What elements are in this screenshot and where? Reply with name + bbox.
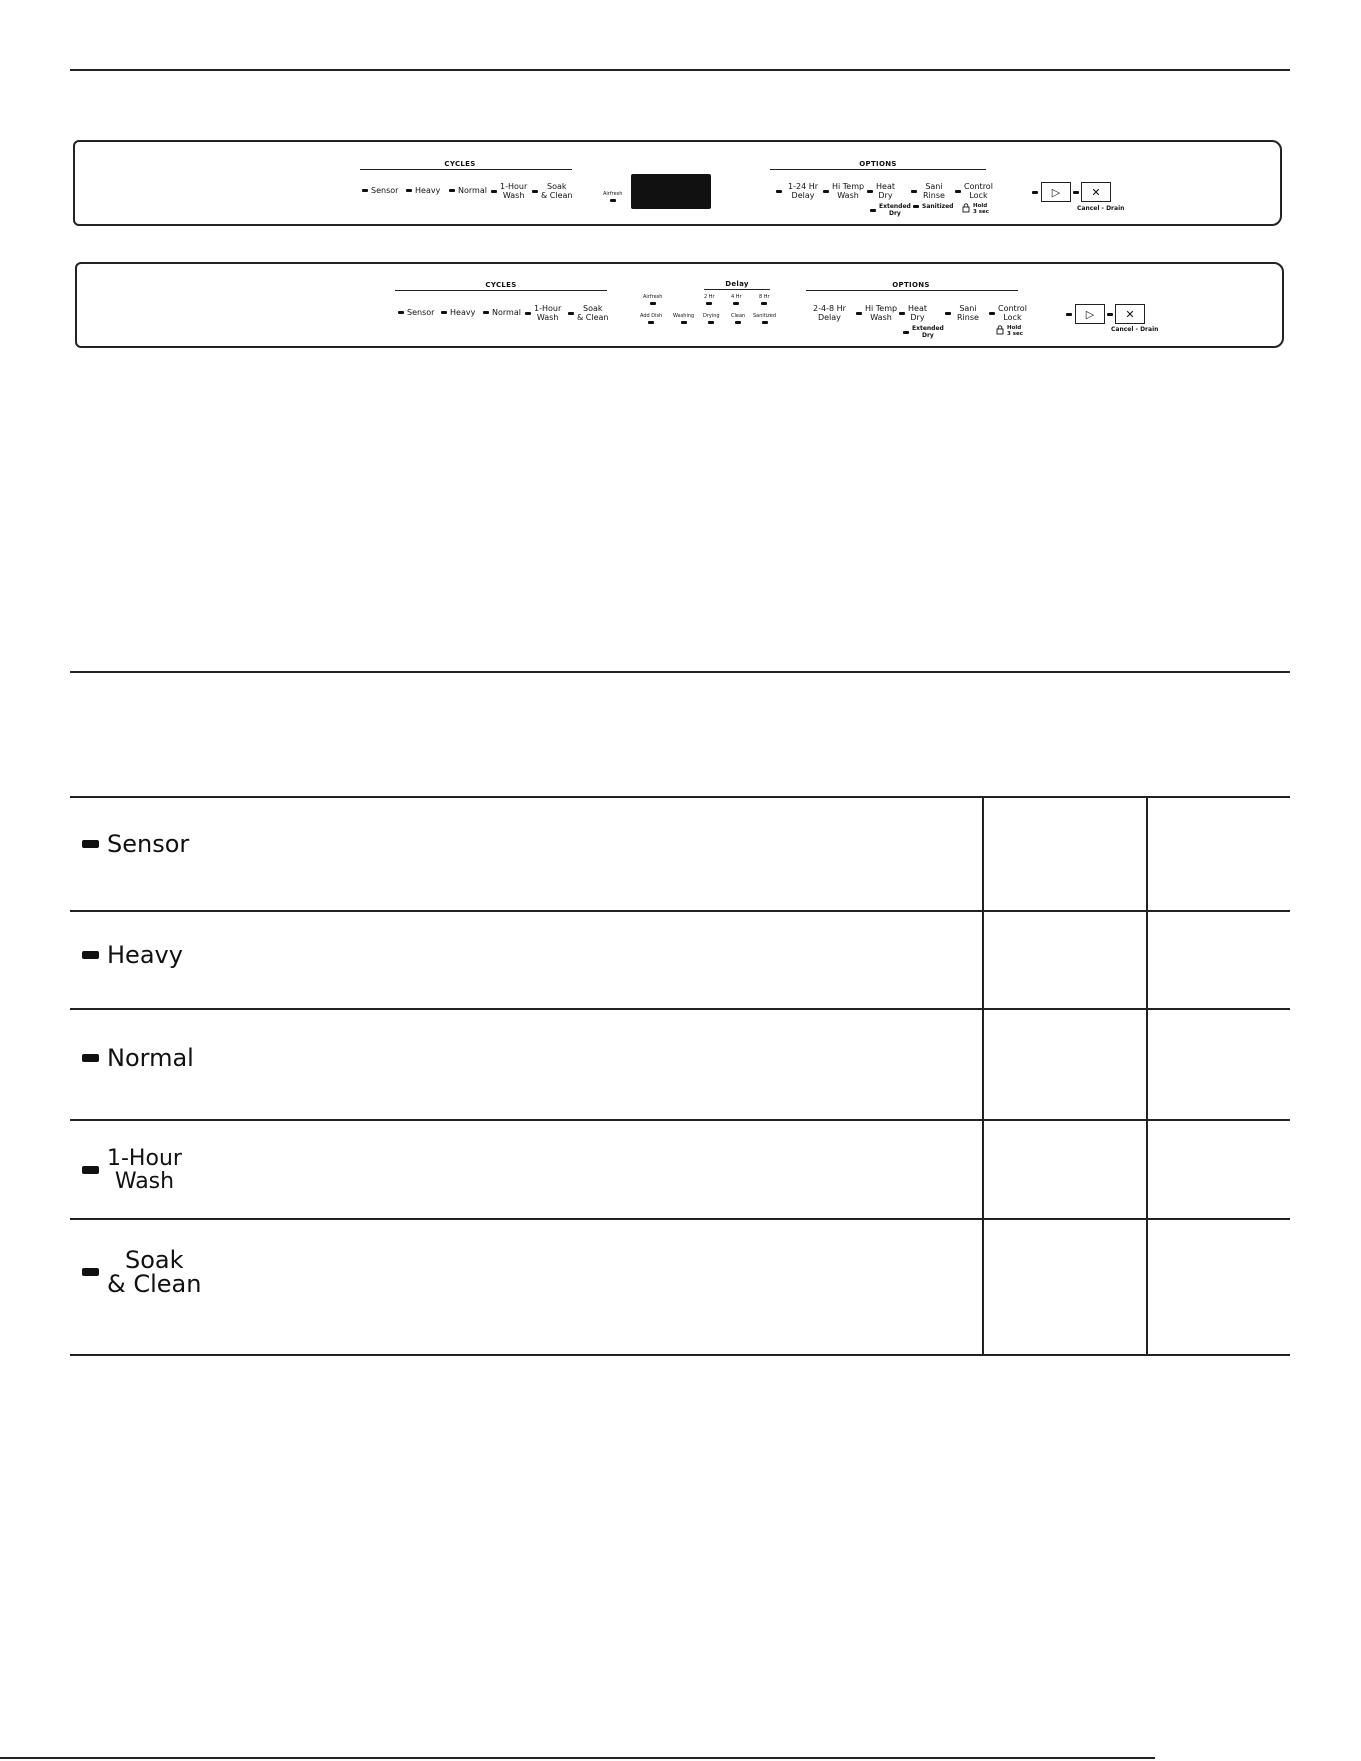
option-button-hi-temp-wash[interactable] xyxy=(823,182,864,200)
cycle-table xyxy=(70,796,1290,1360)
close-icon: ✕ xyxy=(1091,185,1101,199)
cancel-button[interactable] xyxy=(1115,304,1145,324)
status-label: Add Dish xyxy=(640,313,663,319)
sanitized-led xyxy=(913,205,919,208)
cycle-name: Soak & Clean xyxy=(107,1246,202,1298)
option-led xyxy=(945,312,951,315)
cycle-button-soak-clean[interactable] xyxy=(568,304,608,322)
cycle-label: Soak & Clean xyxy=(541,182,573,200)
sanitized-label: Sanitized xyxy=(922,203,954,210)
delay-underline xyxy=(704,289,770,290)
cancel-drain-label: Cancel - Drain xyxy=(1111,326,1159,333)
cycle-button-soak-clean[interactable] xyxy=(532,182,572,200)
cycle-label: Heavy xyxy=(415,186,441,195)
delay-2hr-indicator xyxy=(704,294,715,307)
cycles-title: CYCLES xyxy=(485,281,517,289)
cycle-led xyxy=(362,189,368,192)
option-button-heat-dry[interactable] xyxy=(899,304,927,322)
cycle-cell xyxy=(82,943,183,967)
delay-label: 2 Hr xyxy=(704,294,715,300)
cycle-button-normal[interactable] xyxy=(483,308,521,317)
hold-indicator xyxy=(962,203,989,215)
lock-icon xyxy=(962,203,970,213)
option-led xyxy=(823,190,829,193)
option-button-delay[interactable] xyxy=(813,304,846,322)
status-led xyxy=(735,321,741,324)
option-button-sani-rinse[interactable] xyxy=(911,182,945,200)
option-led xyxy=(899,312,905,315)
airfresh-label: Airfresh xyxy=(603,191,623,197)
cycle-led xyxy=(568,312,574,315)
cycle-led xyxy=(441,311,447,314)
option-label: Control Lock xyxy=(964,182,993,200)
hold-label: Hold 3 sec xyxy=(1007,325,1024,337)
section-rule xyxy=(70,671,1290,673)
options-title: OPTIONS xyxy=(892,281,930,289)
top-rule xyxy=(70,69,1290,71)
option-led xyxy=(955,190,961,193)
option-led xyxy=(776,190,782,193)
option-button-heat-dry[interactable] xyxy=(867,182,895,200)
cycle-button-heavy[interactable] xyxy=(406,186,440,195)
cycle-led xyxy=(491,190,497,193)
delay-4hr-indicator xyxy=(731,294,742,307)
hold-indicator xyxy=(996,325,1023,337)
option-label: Hi Temp Wash xyxy=(865,304,898,322)
option-label: Control Lock xyxy=(998,304,1027,322)
option-button-control-lock[interactable] xyxy=(989,304,1027,322)
delay-label: 4 Hr xyxy=(731,294,742,300)
cycle-label: Sensor xyxy=(407,308,435,317)
start-button[interactable] xyxy=(1041,182,1071,202)
status-label: Washing xyxy=(673,313,695,319)
control-panel-2 xyxy=(75,262,1284,348)
cycle-name: Sensor xyxy=(107,830,190,858)
option-led xyxy=(911,190,917,193)
option-led xyxy=(989,312,995,315)
option-led xyxy=(856,312,862,315)
extended-dry-label: Extended Dry xyxy=(879,203,911,217)
table-row xyxy=(70,798,1290,912)
play-icon: ▷ xyxy=(1085,307,1095,321)
extended-dry-indicator xyxy=(903,325,944,339)
cycles-title: CYCLES xyxy=(444,160,476,168)
extended-dry-led xyxy=(870,209,876,212)
options-underline xyxy=(806,290,1018,291)
footer-rule xyxy=(0,1757,1155,1759)
cycle-cell xyxy=(82,832,189,856)
delay-led xyxy=(761,302,767,305)
status-led xyxy=(708,321,714,324)
option-label: Heat Dry xyxy=(908,304,927,322)
cycle-name: Normal xyxy=(107,1044,194,1072)
options-title: OPTIONS xyxy=(859,160,897,168)
cycle-led-icon xyxy=(82,951,99,959)
options-underline xyxy=(770,169,986,170)
table-row xyxy=(70,1121,1290,1220)
column-divider xyxy=(982,798,984,1356)
airfresh-led xyxy=(650,302,656,305)
cycle-cell xyxy=(82,1248,201,1296)
status-label: Sanitized xyxy=(753,313,777,319)
option-label: Sani Rinse xyxy=(923,182,945,200)
cycle-led xyxy=(483,311,489,314)
cycle-cell xyxy=(82,1046,194,1070)
cycle-led-icon xyxy=(82,840,99,848)
column-divider xyxy=(1146,798,1148,1356)
lock-icon xyxy=(996,325,1004,335)
hold-label: Hold 3 sec xyxy=(973,203,990,215)
extended-dry-indicator xyxy=(870,203,911,217)
option-button-control-lock[interactable] xyxy=(955,182,993,200)
play-icon: ▷ xyxy=(1051,185,1061,199)
airfresh-label: Airfresh xyxy=(643,294,663,300)
cycle-led xyxy=(532,190,538,193)
cycle-label: Heavy xyxy=(450,308,476,317)
option-label: 2-4-8 Hr Delay xyxy=(813,304,846,322)
cycle-label: 1-Hour Wash xyxy=(500,182,528,200)
delay-title: Delay xyxy=(725,280,749,288)
cancel-button[interactable] xyxy=(1081,182,1111,202)
cycle-name: 1-Hour Wash xyxy=(107,1146,182,1194)
cancel-led xyxy=(1107,313,1113,316)
cycle-label: Normal xyxy=(458,186,487,195)
cycle-label: Normal xyxy=(492,308,521,317)
status-led xyxy=(762,321,768,324)
airfresh-indicator xyxy=(603,191,622,204)
cycle-button-heavy[interactable] xyxy=(441,308,475,317)
option-label: 1-24 Hr Delay xyxy=(788,182,819,200)
cycle-button-1-hour-wash[interactable] xyxy=(491,182,527,200)
option-label: Heat Dry xyxy=(876,182,895,200)
option-label: Hi Temp Wash xyxy=(832,182,865,200)
cycle-label: Sensor xyxy=(371,186,399,195)
extended-dry-label: Extended Dry xyxy=(912,325,944,339)
status-sanitized xyxy=(753,313,776,326)
cycle-led-icon xyxy=(82,1268,99,1276)
table-row xyxy=(70,912,1290,1010)
delay-led xyxy=(706,302,712,305)
option-led xyxy=(867,190,873,193)
cycles-underline xyxy=(395,290,607,291)
status-led xyxy=(648,321,654,324)
cycle-led xyxy=(406,189,412,192)
cancel-led xyxy=(1073,191,1079,194)
cycle-led xyxy=(525,312,531,315)
cycle-led xyxy=(449,189,455,192)
table-row xyxy=(70,1010,1290,1121)
status-clean xyxy=(731,313,745,326)
option-button-sani-rinse[interactable] xyxy=(945,304,979,322)
cycle-label: 1-Hour Wash xyxy=(534,304,562,322)
cycle-button-1-hour-wash[interactable] xyxy=(525,304,561,322)
status-label: Drying xyxy=(703,313,720,319)
extended-dry-led xyxy=(903,331,909,334)
start-led xyxy=(1032,191,1038,194)
status-add-dish xyxy=(640,313,662,326)
sanitized-indicator xyxy=(913,203,953,210)
start-button[interactable] xyxy=(1075,304,1105,324)
cycle-button-sensor[interactable] xyxy=(398,308,434,317)
cycle-led-icon xyxy=(82,1166,99,1174)
control-panel-1 xyxy=(73,140,1282,226)
delay-led xyxy=(733,302,739,305)
delay-label: 8 Hr xyxy=(759,294,770,300)
status-led xyxy=(681,321,687,324)
close-icon: ✕ xyxy=(1125,307,1135,321)
time-display xyxy=(631,174,711,209)
airfresh-led xyxy=(610,199,616,202)
cycle-button-normal[interactable] xyxy=(449,186,487,195)
start-led xyxy=(1066,313,1072,316)
cycle-name: Heavy xyxy=(107,941,183,969)
table-row xyxy=(70,1220,1290,1356)
status-drying xyxy=(703,313,720,326)
status-label: Clean xyxy=(731,313,746,319)
delay-8hr-indicator xyxy=(759,294,770,307)
cycle-label: Soak & Clean xyxy=(577,304,609,322)
cycle-cell xyxy=(82,1147,182,1193)
cancel-drain-label: Cancel - Drain xyxy=(1077,205,1125,212)
cycle-led-icon xyxy=(82,1054,99,1062)
cycle-button-sensor[interactable] xyxy=(362,186,398,195)
option-label: Sani Rinse xyxy=(957,304,979,322)
cycles-underline xyxy=(360,169,572,170)
status-washing xyxy=(673,313,694,326)
cycle-led xyxy=(398,311,404,314)
option-button-hi-temp-wash[interactable] xyxy=(856,304,897,322)
option-button-delay[interactable] xyxy=(776,182,818,200)
airfresh-indicator xyxy=(643,294,662,307)
